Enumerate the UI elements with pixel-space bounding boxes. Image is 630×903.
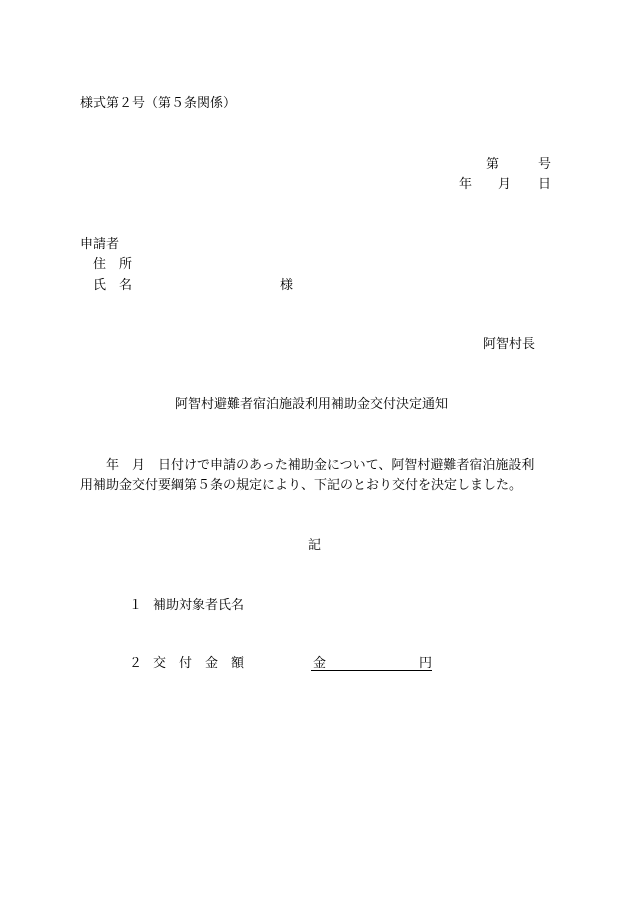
date-day: 日 [538,177,552,192]
body-line-2: 用補助金交付要綱第５条の規定により、下記のとおり交付を決定しました。 [80,478,523,493]
applicant-label: 申請者 [80,237,120,252]
doc-number-dai: 第 [486,157,500,172]
honorific-sama: 様 [280,278,294,293]
item-2-label: 交 付 金 額 [153,656,245,671]
form-number: 様式第２号（第５条関係） [80,96,237,111]
amount-underline [311,670,432,671]
ki-heading: 記 [308,538,322,553]
amount-unit: 円 [419,656,433,671]
amount-prefix: 金 [313,656,327,671]
address-label: 住 所 [93,257,133,272]
name-label: 氏 名 [93,278,133,293]
item-2-number: ２ [129,656,143,671]
issuer-name: 阿智村長 [483,337,536,352]
doc-number-go: 号 [538,157,552,172]
date-month: 月 [498,177,512,192]
item-1-label: 補助対象者氏名 [153,598,245,613]
document-title: 阿智村避難者宿泊施設利用補助金交付決定通知 [175,397,449,412]
date-year: 年 [459,177,473,192]
item-1-number: １ [129,598,143,613]
body-line-1: 年 月 日付けで申請のあった補助金について、阿智村避難者宿泊施設利 [80,458,535,473]
